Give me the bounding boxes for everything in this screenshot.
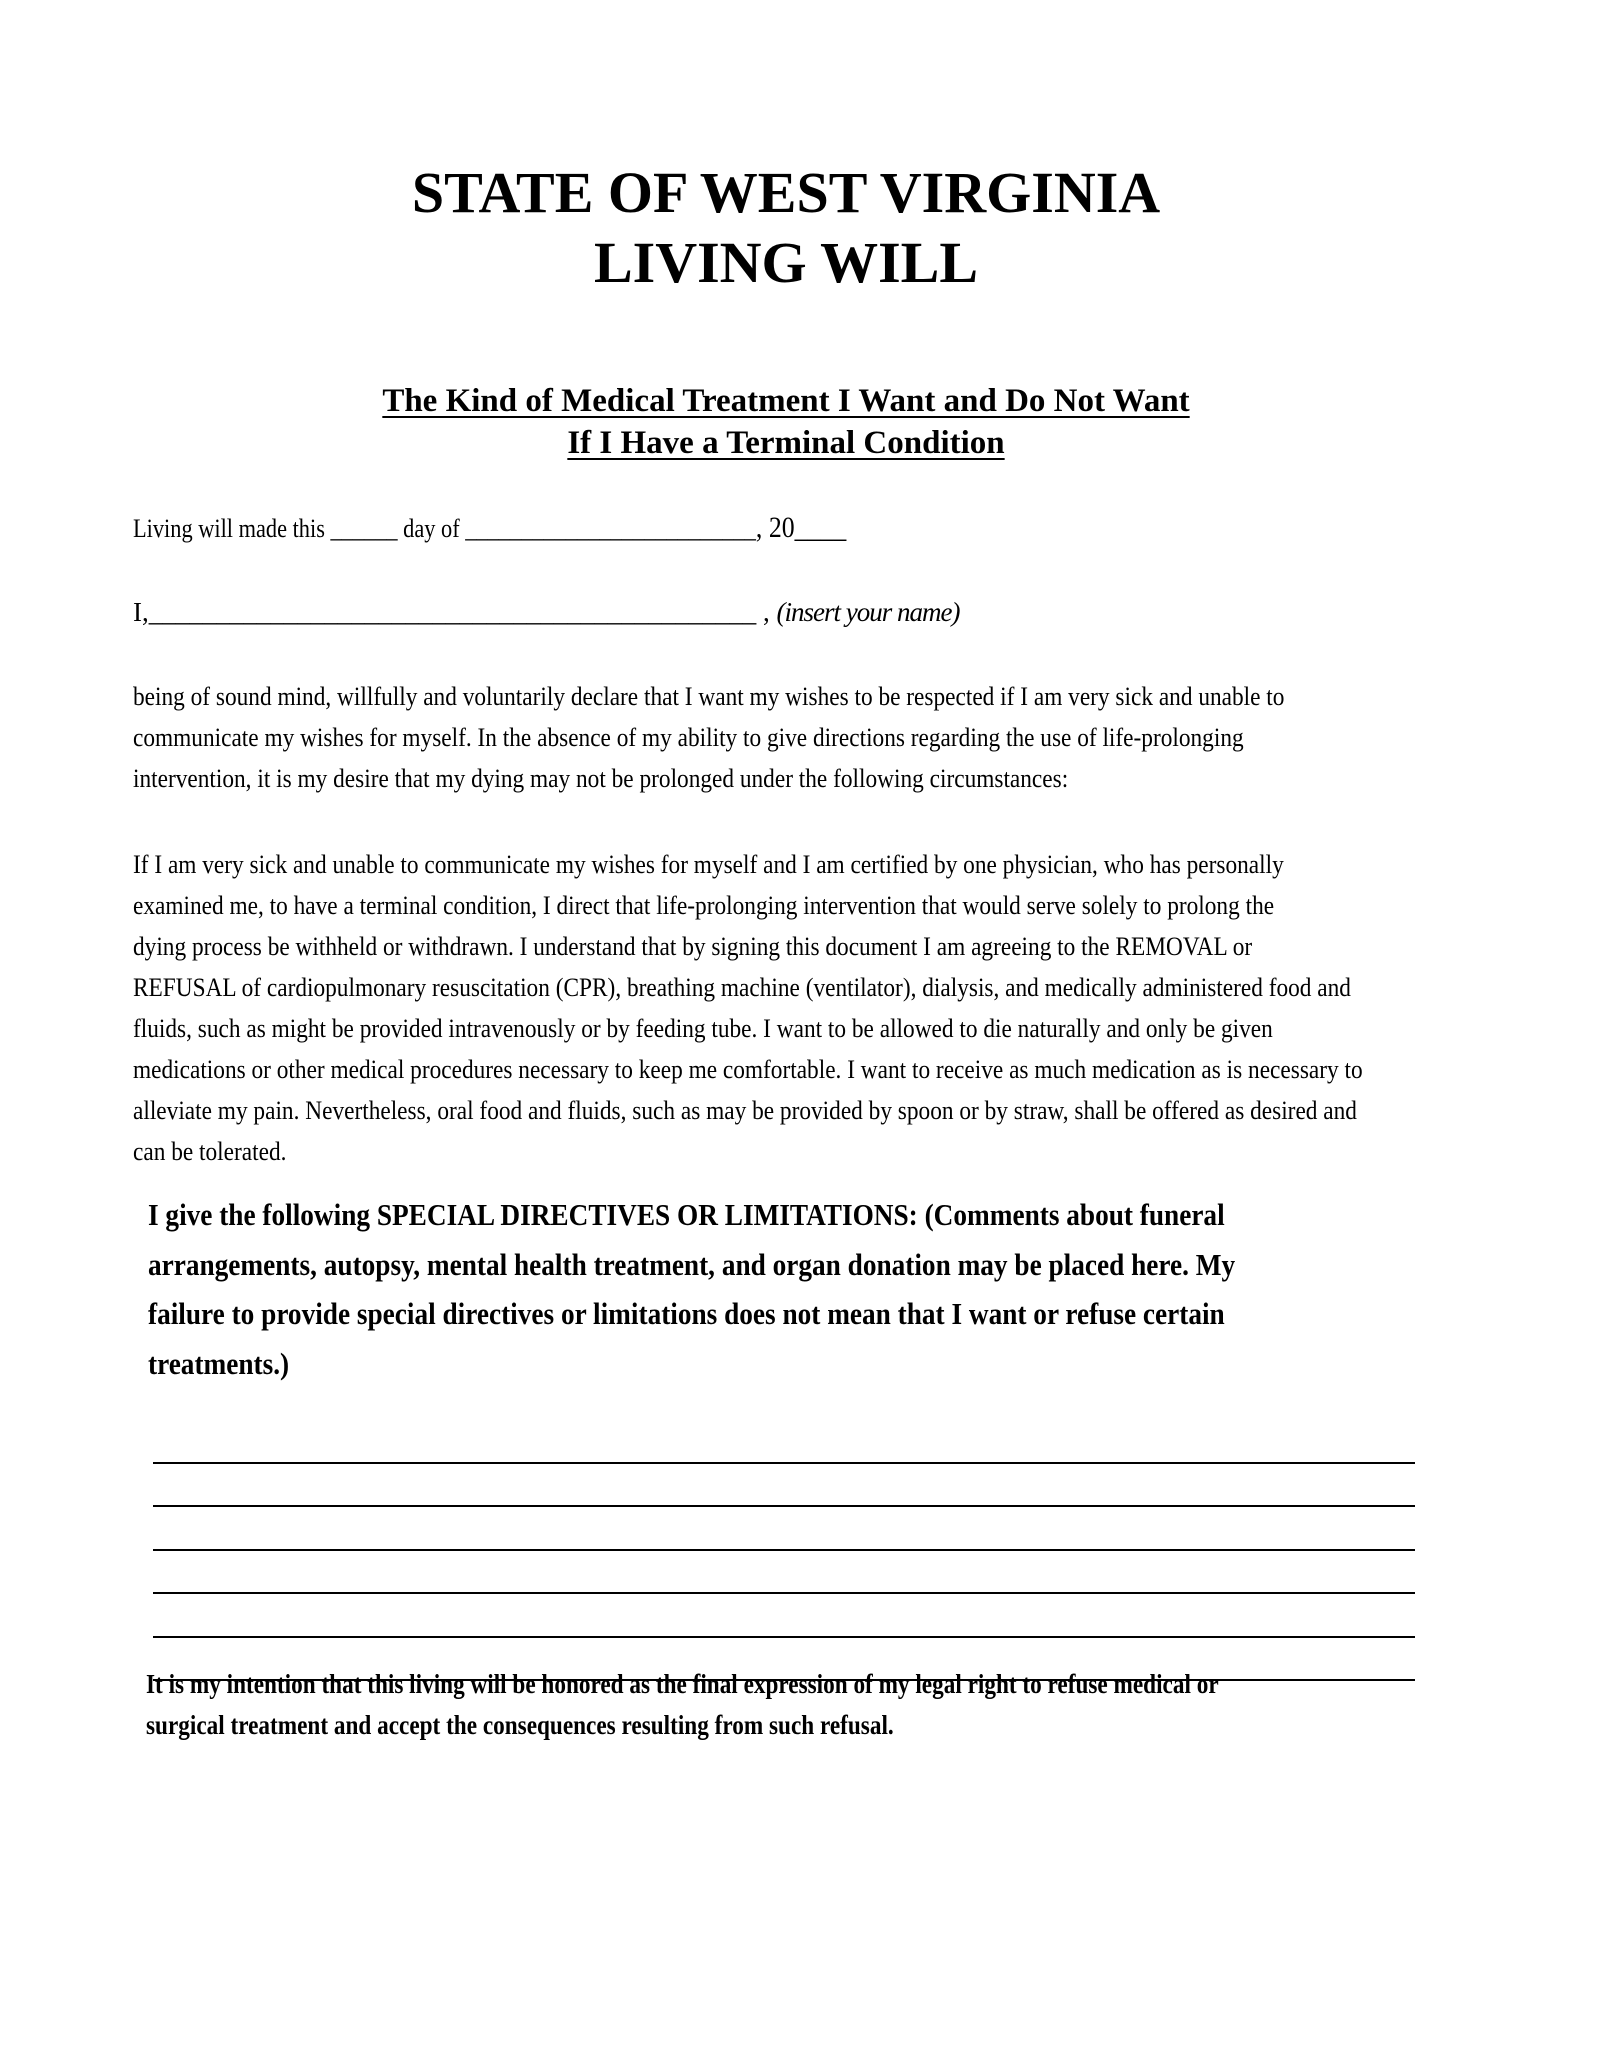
directive-write-line[interactable]: [153, 1594, 1415, 1638]
special-directives-heading: [148, 1190, 1383, 1388]
directive-write-line[interactable]: [153, 1420, 1415, 1464]
paragraph-line: can be tolerated.: [133, 1136, 287, 1166]
paragraph-line: being of sound mind, willfully and voluntarily declare that I want my wishes to be respected if I am very sick and unable to: [133, 681, 1285, 711]
name-blank-field[interactable]: I,_____________________________________________ ,: [133, 597, 777, 627]
date-made-line: [133, 508, 846, 549]
document-subtitle: [0, 380, 1572, 464]
document-title: [0, 158, 1572, 298]
directive-write-line[interactable]: [153, 1464, 1415, 1508]
terminal-condition-paragraph: [133, 844, 1453, 1172]
closing-line: It is my intention that this living will be honored as the final expression of my legal right to refuse medical or: [146, 1669, 1219, 1699]
paragraph-line: fluids, such as might be provided intravenously or by feeding tube. I want to be allowed to die naturally and only be given: [133, 1013, 1273, 1043]
directive-write-line[interactable]: [153, 1551, 1415, 1595]
paragraph-line: REFUSAL of cardiopulmonary resuscitation (CPR), breathing machine (ventilator), dialysis, and medically administered food and: [133, 972, 1351, 1002]
subtitle-line-2: If I Have a Terminal Condition: [567, 425, 1005, 461]
date-made-prefix: Living will made this ______ day of: [133, 514, 466, 543]
intention-statement: [146, 1664, 1393, 1746]
closing-line: surgical treatment and accept the consequences resulting from such refusal.: [146, 1710, 894, 1740]
declaration-paragraph: [133, 676, 1453, 799]
name-hint: (insert your name): [776, 597, 960, 627]
paragraph-line: medications or other medical procedures necessary to keep me comfortable. I want to receive as much medication as is necessary to: [133, 1054, 1363, 1084]
directives-line: arrangements, autopsy, mental health treatment, and organ donation may be placed here. My: [148, 1246, 1236, 1282]
month-blank-field[interactable]: __________________________: [465, 514, 756, 543]
paragraph-line: communicate my wishes for myself. In the absence of my ability to give directions regarding the use of life-prolonging: [133, 722, 1244, 752]
paragraph-line: intervention, it is my desire that my dying may not be prolonged under the following circumstances:: [133, 763, 1069, 793]
declarant-name-line: [133, 592, 959, 632]
directives-line: failure to provide special directives or limitations does not mean that I want or refuse certain: [148, 1296, 1225, 1331]
paragraph-line: alleviate my pain. Nevertheless, oral food and fluids, such as may be provided by spoon or by straw, shall be offered as desired and: [133, 1095, 1357, 1125]
directives-line: I give the following SPECIAL DIRECTIVES OR LIMITATIONS: (Comments about funeral: [148, 1197, 1225, 1232]
title-line-2: LIVING WILL: [593, 230, 979, 295]
paragraph-line: If I am very sick and unable to communicate my wishes for myself and I am certified by one physician, who has personally: [133, 849, 1284, 879]
special-directives-writing-area: [153, 1420, 1415, 1681]
directive-write-line[interactable]: [153, 1507, 1415, 1551]
paragraph-line: examined me, to have a terminal condition, I direct that life-prolonging intervention that would serve solely to prolong the: [133, 890, 1275, 920]
directives-line: treatments.): [148, 1345, 290, 1381]
paragraph-line: dying process be withheld or withdrawn. I understand that by signing this document I am agreeing to the REMOVAL or: [133, 931, 1253, 961]
subtitle-line-1: The Kind of Medical Treatment I Want and Do Not Want: [382, 383, 1190, 419]
title-line-1: STATE OF WEST VIRGINIA: [411, 160, 1161, 225]
year-field[interactable]: , 20____: [755, 511, 847, 544]
